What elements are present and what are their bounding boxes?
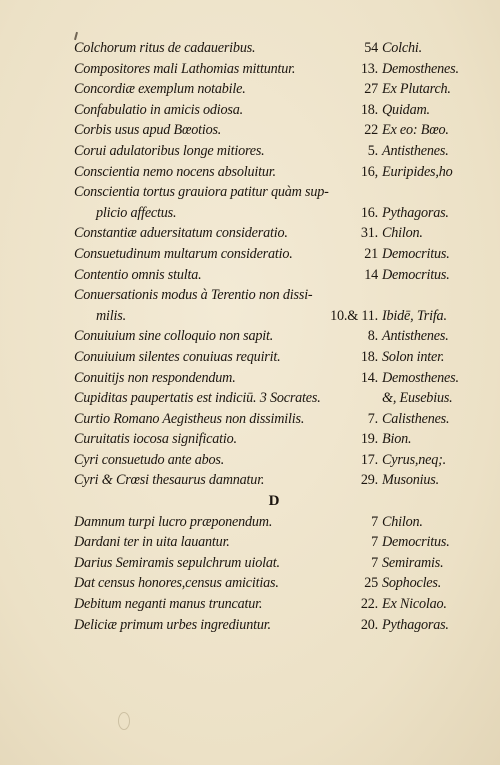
entry-number: 13. (360, 60, 378, 77)
index-entry (74, 143, 474, 164)
entry-source: &, Eusebius. (382, 390, 453, 407)
paper-blemish (118, 712, 130, 730)
entry-text: Constantiæ aduersitatum consideratio. (74, 225, 288, 242)
ink-mark (74, 32, 78, 40)
entry-text: Deliciæ primum urbes ingrediuntur. (74, 616, 271, 633)
index-entry (74, 596, 474, 617)
entry-text: Conuersationis modus à Terentio non dissi- (74, 287, 313, 304)
entry-number: 7. (367, 410, 378, 427)
index-entry (74, 328, 474, 349)
index-entry (74, 390, 474, 411)
index-entry (74, 102, 474, 123)
entry-source: Euripides,ho (382, 163, 453, 180)
entry-number: 18. (360, 101, 378, 118)
section-heading (74, 493, 474, 514)
index-entry (74, 205, 474, 226)
entry-source: Ex Plutarch. (382, 81, 451, 98)
index-entry (74, 452, 474, 473)
entry-text: Cyri & Crœsi thesaurus damnatur. (74, 472, 265, 489)
index-entry (74, 184, 474, 205)
index-entry (74, 81, 474, 102)
entry-number: 17. (360, 451, 378, 468)
entry-source: Demosthenes. (382, 369, 459, 386)
entry-text: Dardani ter in uita lauantur. (74, 534, 230, 551)
entry-number: 7 (371, 554, 378, 571)
entry-source: Semiramis. (382, 554, 444, 571)
entry-source: Antisthenes. (382, 328, 449, 345)
index-entry (74, 514, 474, 535)
section-letter: D (268, 493, 280, 510)
index-entry (74, 411, 474, 432)
index-entry (74, 122, 474, 143)
entry-number: 10.& 11. (330, 307, 378, 324)
entry-source: Ibidē, Trifa. (382, 307, 447, 324)
entry-text: Debitum neganti manus truncatur. (74, 596, 263, 613)
entry-text: Corbis usus apud Bœotios. (74, 122, 222, 139)
index-entry (74, 349, 474, 370)
entry-number: 19. (360, 431, 378, 448)
entry-text: milis. (96, 307, 126, 324)
entry-text: Corui adulatoribus longe mitiores. (74, 142, 265, 159)
entry-text: Conuiuium silentes conuiuas requirit. (74, 348, 281, 365)
index-entry (74, 370, 474, 391)
entry-source: Sophocles. (382, 575, 442, 592)
entry-text: Compositores mali Lathomias mittuntur. (74, 60, 296, 77)
entry-source: Cyrus,neq;. (382, 451, 446, 468)
index-entry (74, 617, 474, 638)
entry-number: 14. (360, 369, 378, 386)
entry-number: 22. (360, 596, 378, 613)
index-entry (74, 246, 474, 267)
entry-source: Antisthenes. (382, 142, 449, 159)
entry-number: 54 (364, 40, 378, 56)
entry-source: Pythagoras. (382, 204, 449, 221)
index-entry (74, 534, 474, 555)
entry-number: 21 (364, 245, 378, 262)
index-entry (74, 308, 474, 329)
entry-text: Confabulatio in amicis odiosa. (74, 101, 243, 118)
entry-source: Demosthenes. (382, 60, 459, 77)
entry-source: Democritus. (382, 266, 450, 283)
index-entry (74, 225, 474, 246)
index-entry (74, 575, 474, 596)
index-entry (74, 287, 474, 308)
entry-source: Quidam. (382, 101, 430, 118)
entry-number: 7 (371, 513, 378, 530)
entry-number: 22 (364, 122, 378, 139)
entry-text: Consuetudinum multarum consideratio. (74, 245, 293, 262)
entry-text: Curtio Romano Aegistheus non dissimilis. (74, 410, 305, 427)
index-entry (74, 40, 474, 61)
entry-text: Conuiuium sine colloquio non sapit. (74, 328, 274, 345)
entry-number: 29. (360, 472, 378, 489)
entry-number: 7 (371, 534, 378, 551)
index-entries (74, 40, 474, 637)
entry-source: Bion. (382, 431, 412, 448)
index-entry (74, 267, 474, 288)
entry-text: Contentio omnis stulta. (74, 266, 202, 283)
index-entry (74, 431, 474, 452)
entry-text: Damnum turpi lucro præponendum. (74, 513, 273, 530)
entry-text: Curuitatis iocosa significatio. (74, 431, 237, 448)
entry-text: Conscientia tortus grauiora patitur quàm sup- (74, 184, 329, 201)
entry-source: Pythagoras. (382, 616, 449, 633)
entry-source: Chilon. (382, 513, 423, 530)
entry-source: Musonius. (382, 472, 439, 489)
index-entry (74, 555, 474, 576)
entry-text: Conscientia nemo nocens absoluitur. (74, 163, 276, 180)
entry-source: Calisthenes. (382, 410, 450, 427)
entry-number: 27 (364, 81, 378, 98)
index-entry (74, 164, 474, 185)
entry-number: 16, (360, 163, 378, 180)
entry-source: Colchi. (382, 40, 422, 56)
index-entry (74, 472, 474, 493)
entry-text: Conuitijs non respondendum. (74, 369, 236, 386)
entry-source: Ex Nicolao. (382, 596, 447, 613)
entry-number: 31. (360, 225, 378, 242)
entry-number: 8. (367, 328, 378, 345)
entry-number: 14 (364, 266, 378, 283)
entry-text: Colchorum ritus de cadaueribus. (74, 40, 256, 56)
entry-source: Chilon. (382, 225, 423, 242)
entry-text: plicio affectus. (96, 204, 177, 221)
entry-source: Democritus. (382, 245, 450, 262)
entry-number: 18. (360, 348, 378, 365)
index-entry (74, 61, 474, 82)
entry-text: Concordiæ exemplum notabile. (74, 81, 246, 98)
entry-text: Cupiditas paupertatis est indiciū. 3 Socrates. (74, 390, 321, 407)
entry-source: Solon inter. (382, 348, 445, 365)
entry-number: 25 (364, 575, 378, 592)
entry-text: Cyri consuetudo ante abos. (74, 451, 225, 468)
entry-text: Darius Semiramis sepulchrum uiolat. (74, 554, 280, 571)
entry-number: 16. (360, 204, 378, 221)
entry-source: Ex eo: Bœo. (382, 122, 449, 139)
entry-number: 20. (360, 616, 378, 633)
entry-number: 5. (367, 142, 378, 159)
entry-text: Dat census honores,census amicitias. (74, 575, 279, 592)
entry-source: Democritus. (382, 534, 450, 551)
